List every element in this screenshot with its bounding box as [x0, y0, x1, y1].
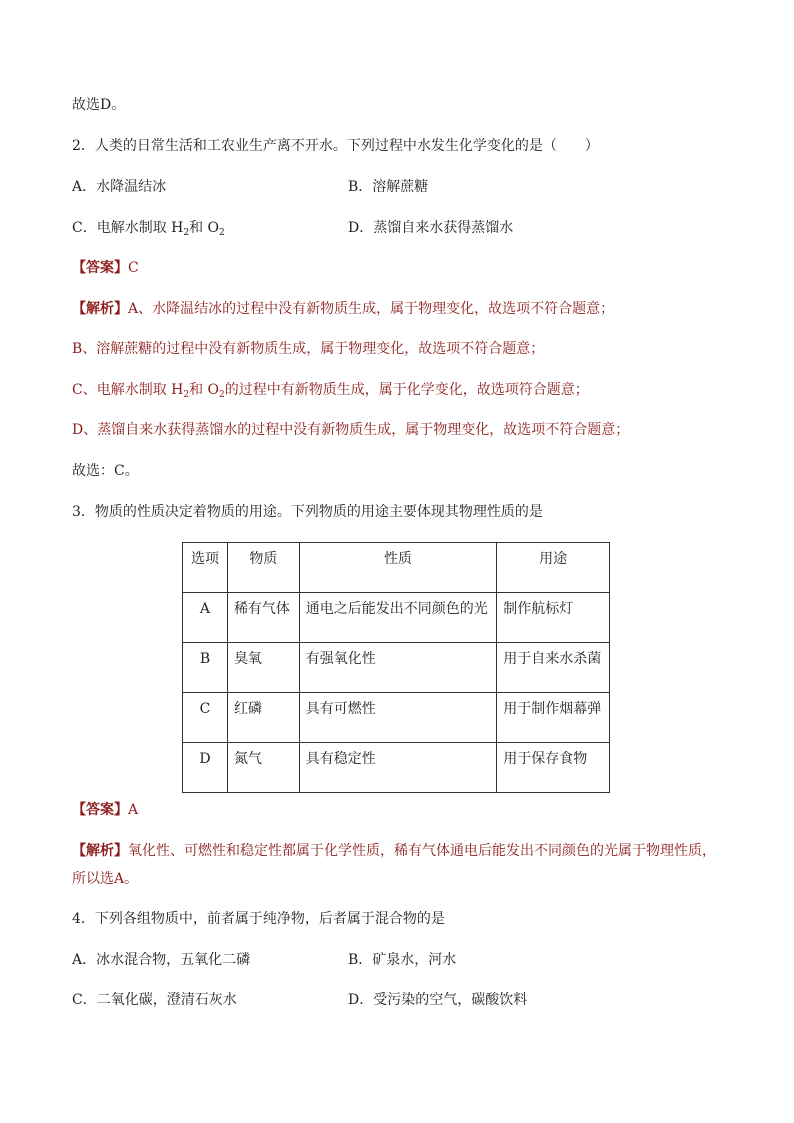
q4-stem: 4．下列各组物质中，前者属于纯净物，后者属于混合物的是 — [72, 911, 445, 927]
q2-option-b: B．溶解蔗糖 — [348, 179, 429, 195]
analysis-text: 氧化性、可燃性和稳定性都属于化学性质，稀有气体通电后能发出不同颜色的光属于物理性质， — [128, 843, 716, 859]
q4-option-d: D．受污染的空气，碳酸饮料 — [348, 992, 528, 1008]
table-row — [183, 643, 610, 693]
q2-option-c — [72, 218, 225, 243]
q2-analysis-a — [72, 299, 614, 319]
table-header-cell: 性质 — [299, 543, 496, 593]
table-cell: A — [183, 593, 228, 643]
q2-option-a: A．水降温结冰 — [72, 179, 167, 195]
properties-table — [182, 542, 610, 793]
subscript: 2 — [219, 390, 225, 400]
table-cell: 红磷 — [227, 693, 299, 743]
table-header-cell: 物质 — [227, 543, 299, 593]
table-cell: B — [183, 643, 228, 693]
subscript: 2 — [219, 228, 225, 238]
q2-option-c-text-2: 和 O — [189, 220, 220, 236]
analysis-c-text-2: 和 O — [189, 382, 220, 398]
table-header-cell: 用途 — [497, 543, 610, 593]
answer-value: A — [128, 802, 139, 818]
q2-analysis-c — [72, 380, 589, 405]
table-cell: D — [183, 743, 228, 793]
table-cell: 用于保存食物 — [497, 743, 610, 793]
table-row — [183, 593, 610, 643]
answer-tag: 【答案】 — [72, 260, 128, 276]
table-cell: 通电之后能发出不同颜色的光 — [299, 593, 496, 643]
subscript: 2 — [183, 228, 190, 238]
q2-stem: 2．人类的日常生活和工农业生产离不开水。下列过程中水发生化学变化的是（ ） — [72, 138, 599, 154]
q2-analysis-d: D、蒸馏自来水获得蒸馏水的过程中没有新物质生成，属于物理变化，故选项不符合题意； — [72, 422, 630, 438]
answer-value: C — [128, 260, 139, 276]
q2-option-d: D．蒸馏自来水获得蒸馏水 — [348, 220, 514, 236]
q2-conclusion: 故选：C。 — [72, 463, 139, 479]
table-cell: C — [183, 693, 228, 743]
analysis-tag: 【解析】 — [72, 843, 128, 859]
analysis-c-text-1: C、电解水制取 H — [72, 382, 184, 398]
q4-option-a: A．冰水混合物，五氧化二磷 — [72, 952, 251, 968]
table-cell: 氮气 — [227, 743, 299, 793]
answer-tag: 【答案】 — [72, 802, 128, 818]
table-cell: 臭氧 — [227, 643, 299, 693]
table-row — [183, 743, 610, 793]
table-cell: 用于自来水杀菌 — [497, 643, 610, 693]
table-cell: 稀有气体 — [227, 593, 299, 643]
table-header-row — [183, 543, 610, 593]
table-row — [183, 693, 610, 743]
q3-stem: 3．物质的性质决定着物质的用途。下列物质的用途主要体现其物理性质的是 — [72, 504, 543, 520]
subscript: 2 — [183, 390, 190, 400]
table-cell: 用于制作烟幕弹 — [497, 693, 610, 743]
analysis-text: A、水降温结冰的过程中没有新物质生成，属于物理变化，故选项不符合题意； — [128, 301, 615, 317]
table-cell: 制作航标灯 — [497, 593, 610, 643]
q4-option-c: C．二氧化碳，澄清石灰水 — [72, 992, 237, 1008]
q2-analysis-b: B、溶解蔗糖的过程中没有新物质生成，属于物理变化，故选项不符合题意； — [72, 341, 545, 357]
table-header-cell: 选项 — [183, 543, 228, 593]
q4-option-b: B．矿泉水，河水 — [348, 952, 457, 968]
table-cell: 具有可燃性 — [299, 693, 496, 743]
q3-analysis-line-2: 所以选A。 — [72, 871, 139, 887]
q3-analysis-line-1 — [72, 841, 716, 861]
q2-option-c-text-1: C．电解水制取 H — [72, 220, 184, 236]
analysis-c-text-3: 的过程中有新物质生成，属于化学变化，故选项符合题意； — [224, 382, 589, 398]
q3-answer — [72, 800, 138, 820]
analysis-tag: 【解析】 — [72, 301, 128, 317]
table-cell: 具有稳定性 — [299, 743, 496, 793]
q2-answer — [72, 258, 139, 278]
q1-conclusion: 故选D。 — [72, 97, 126, 113]
table-cell: 有强氧化性 — [299, 643, 496, 693]
